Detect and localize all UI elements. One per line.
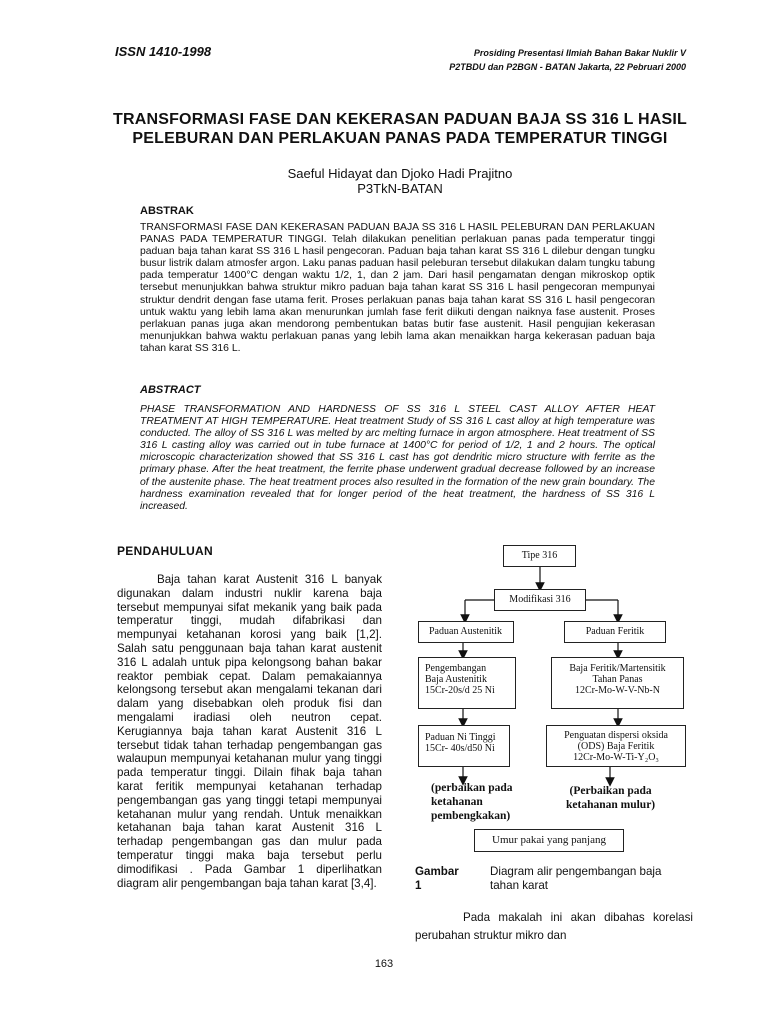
box-tipe-316: Tipe 316 <box>503 545 576 567</box>
box-modifikasi-316: Modifikasi 316 <box>494 589 586 611</box>
note-perbaikan-mulur <box>566 784 655 812</box>
note-left-line-2: ketahanan <box>431 796 483 808</box>
proceedings-line-1: Prosiding Presentasi Ilmiah Bahan Bakar Nuklir V <box>473 48 686 58</box>
nitinggi-line-2: 15Cr- 40s/d50 Ni <box>425 743 495 754</box>
abstract-heading: ABSTRACT <box>140 384 201 396</box>
pengembangan-line-2: Baja Austenitik <box>425 674 487 685</box>
paper-title: TRANSFORMASI FASE DAN KEKERASAN PADUAN BAJA SS 316 L HASIL PELEBURAN DAN PERLAKUAN PANAS PADA TEMPERATUR TINGGI <box>112 111 688 147</box>
caption-label: Gambar 1 <box>415 865 459 892</box>
nitinggi-line-1: Paduan Ni Tinggi <box>425 732 496 743</box>
authors: Saeful Hidayat dan Djoko Hadi Prajitno <box>287 166 513 181</box>
box-baja-feritik-martensitik <box>551 657 684 709</box>
pendahuluan-text: Baja tahan karat Austenit 316 L banyak digunakan dalam industri nuklir karena baja tersebut mempunyai sifat mekanik yang baik pada temperatur tinggi, mudah difabrikasi dan mempunyai ketahanan korosi yang baik [1,2]. Salah satu penggunaan baja tahan karat austenit 316 L adalah untuk pipa kelongsong bahan bakar reaktor pembiak cepat. Dalam pemakaiannya kelongsong tersebut akan mengalami tekanan dari dalam yang disebabkan oleh produk fisi dan mengalami iradiasi oleh neutron cepat. Kerugiannya baja tahan karat Austenit 316 L tersebut tidak tahan terhadap pengembangan gas walaupun mempunyai ketahanan mulur yang tinggi pada temperatur tinggi. Dilain fihak baja tahan karat feritik mempunyai ketahanan terhadap pengembangan gas yang tinggi tetapi mempunyai ketahanan mulur yang rendah. Untuk menaikkan ketahanan baja tahan karat Austenit 316 L terhadap pengembangan gas dan mulur pada temperatur tinggi maka baja tersebut perlu dimodifikasi . Pada Gambar 1 diperlihatkan diagram alir pengembangan baja tahan karat [3,4]. <box>117 573 382 890</box>
abstrak-text: TRANSFORMASI FASE DAN KEKERASAN PADUAN BAJA SS 316 L HASIL PELEBURAN DAN PERLAKUAN PANAS PADA TEMPERATUR TINGGI. Telah dilakukan penelitian perlakuan panas pada temperatur tinggi paduan baja tahan karat SS 316 L hasil pengecoran. Paduan baja tahan karat SS 316 L dilebur dengan tungku busur listrik dalam atmosfer argon. Laku panas paduan hasil peleburan tersebut dilakukan dalam tungku tabung pada temperatur 1400°C dengan waktu 1/2, 1, dan 2 jam. Dari hasil pengamatan dengan mikroskop optik tersebut menunjukkan bahwa struktur mikro paduan baja tahan karat SS 316 L hasil pengecoran mempunyai struktur dendrit dengan fase utama ferit. Proses perlakuan panas baja tahan karat SS 316 L hasil pengecoran untuk waktu yang lebih lama akan menurunkan jumlah fase ferit diikuti dengan naiknya fase austenit. Proses perlakuan panas juga akan mendorong pembentukan batas butir fase austenit. Hasil pengujian kekerasan menunjukkan bahwa waktu perlakuan panas yang lebih lama akan menaikkan harga kekerasan paduan baja tahan karat SS 316 L. <box>140 222 655 354</box>
ods-line-2: (ODS) Baja Feritik <box>577 741 655 752</box>
note-left-line-1: (perbaikan pada <box>431 782 513 794</box>
issn: ISSN 1410-1998 <box>115 44 212 59</box>
pendahuluan-heading: PENDAHULUAN <box>117 544 213 558</box>
box-umur-pakai: Umur pakai yang panjang <box>474 829 624 852</box>
note-right-line-1: (Perbaikan pada <box>569 785 652 797</box>
note-perbaikan-pembengkakan <box>431 781 512 823</box>
ferm-line-3: 12Cr-Mo-W-V-Nb-N <box>575 685 660 696</box>
box-pengembangan-austenitik <box>418 657 516 709</box>
ods-line-1: Penguatan dispersi oksida <box>564 730 668 741</box>
page-number: 163 <box>374 958 394 970</box>
box-paduan-ni-tinggi <box>418 725 510 767</box>
ferm-line-2: Tahan Panas <box>592 674 643 685</box>
caption-text: Diagram alir pengembangan baja tahan karat <box>490 865 662 892</box>
abstract-text: PHASE TRANSFORMATION AND HARDNESS OF SS 316 L STEEL CAST ALLOY AFTER HEAT TREATMENT AT HIGH TEMPERATURE. Heat treatment Study of SS 316 L cast alloy at high temperature was conducted. The alloy of SS 316 L was melted by arc melting furnace in argon atmosphere. Heat treatment of SS 316 L casting alloy was carried out in tube furnace at 1400°C for period of 1/2, 1 and 2 hours. The optical microscopic characterization showed that SS 316 L cast has got dendritic micro structure with ferrite as the primary phase. After the heat treatment, the ferrite phase underwent gradual decrease followed by an increase of the austenite phase. The heat treatment proces also resulted in the formation of the new grain boundary. The hardness examination revealed that for longer period of the heat treatment, the hardness of SS 316 L increased. <box>140 404 655 512</box>
box-paduan-austenitik: Paduan Austenitik <box>418 621 514 643</box>
pengembangan-line-1: Pengembangan <box>425 663 487 674</box>
pengembangan-line-3: 15Cr-20s/d 25 Ni <box>425 685 495 696</box>
affiliation: P3TkN-BATAN <box>357 181 443 196</box>
right-column-text: Pada makalah ini akan dibahas korelasi perubahan struktur mikro dan <box>415 911 693 942</box>
proceedings-line-2: P2TBDU dan P2BGN - BATAN Jakarta, 22 Pebruari 2000 <box>449 62 686 72</box>
note-left-line-3: pembengkakan) <box>431 810 511 822</box>
ferm-line-1: Baja Feritik/Martensitik <box>569 663 666 674</box>
box-ods-baja-feritik <box>546 725 686 767</box>
box-paduan-feritik: Paduan Feritik <box>564 621 666 643</box>
ods-line-3: 12Cr-Mo-W-Ti-Y₂O₃ <box>573 752 659 763</box>
abstrak-heading: ABSTRAK <box>140 205 194 217</box>
note-right-line-2: ketahanan mulur) <box>566 799 656 811</box>
